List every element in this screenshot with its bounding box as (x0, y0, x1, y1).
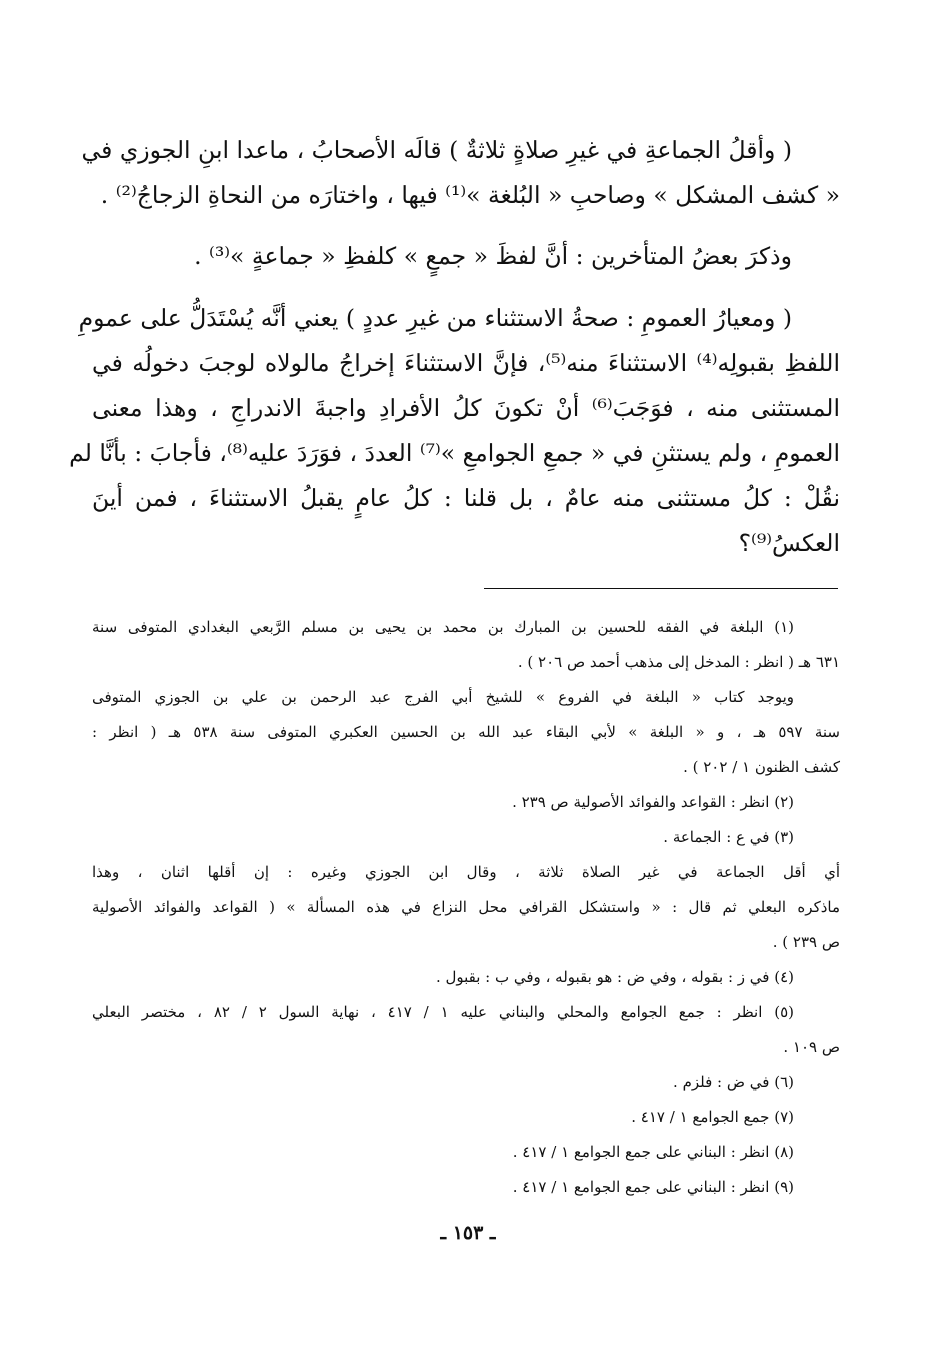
paragraph-line: اللفظِ بقبولِه⁽⁴⁾ الاستثناءَ منه⁽⁵⁾، فإنَّ الاستثناءَ إخراجُ مالولاه لوجبَ دخولُه في (92, 349, 840, 377)
footnote-line: ص ٢٣٩ ) . (772, 933, 840, 951)
footnote-line: سنة ٥٩٧ هـ ، و « البلغة » لأبي البقاء عبد الله بن الحسين العكبري المتوفى سنة ٥٣٨ هـ ( انظر : (92, 723, 840, 741)
paragraph-line: المستثنى منه ، فوَجَبَ⁽⁶⁾ أنْ تكونَ كلُ الأفرادِ واجبةَ الاندراجِ ، وهذا معنى (92, 394, 840, 422)
footnote-line: ويوجد كتاب « البلغة في الفروع » للشيخ أبي الفرج عبد الرحمن بن علي بن الجوزي المتوفى (92, 688, 794, 706)
paragraph-line: ( وأقلُ الجماعةِ في غيرِ صلاةٍ ثلاثةٌ ) قالَه الأصحابُ ، ماعدا ابنِ الجوزي في (81, 136, 792, 164)
page-number: ـ ١٥٣ ـ (440, 1222, 496, 1244)
footnote-line: كشف الظنون ١ / ٢٠٢ ) . (683, 758, 840, 776)
footnote-line: (٨) انظر : البناني على جمع الجوامع ١ / ٤١٧ . (512, 1143, 794, 1161)
footnote-line: (٣) في ع : الجماعة . (663, 828, 794, 846)
paragraph-line: « كشف المشكل » وصاحبِ « البُلغة »⁽¹⁾ فيها ، واختارَه من النحاةِ الزجاجُ⁽²⁾ . (100, 181, 840, 209)
footnote-line: (٤) في ز : بقوله ، وفي ض : هو بقبوله ، وفي ب : بقبول . (435, 968, 794, 986)
footnote-separator (484, 588, 838, 589)
footnote-line: ٦٣١ هـ ( انظر : المدخل إلى مذهب أحمد ص ٢٠٦ ) . (517, 653, 840, 671)
paragraph-line: نقُلْ : كلُ مستثنى منه عامٌ ، بل قلنا : كلُ عامٍ يقبلُ الاستثناءَ ، فمن أينَ (92, 484, 840, 512)
paragraph-line: العكسُ⁽⁹⁾؟ (738, 529, 840, 557)
footnote-line: (١) البلغة في الفقه للحسين بن المبارك بن محمد بن يحيى بن مسلم الرَّبعي البغدادي المتوفى سنة (92, 618, 794, 636)
footnotes (92, 610, 840, 1205)
footnote-line: ماذكره البعلي ثم قال : « واستشكل القرافي محل النزاع في هذه المسألة » ( القواعد والفوائد الأصولية (92, 898, 840, 916)
footnote-line: (٦) في ض : فلزم . (673, 1073, 794, 1091)
paragraph-1 (81, 128, 840, 218)
paragraph-line: وذكرَ بعضُ المتأخرين : أنَّ لفظَ « جمعٍ » كلفظِ « جماعةٍ »⁽³⁾ . (194, 242, 792, 270)
footnote-line: (٢) انظر : القواعد والفوائد الأصولية ص ٢٣٩ . (512, 793, 794, 811)
footnote-line: (٥) انظر : جمع الجوامع والمحلي والبناني عليه ١ / ٤١٧ ، نهاية السول ٢ / ٨٢ ، مختصر البعلي (92, 1003, 795, 1021)
paragraph-3 (69, 296, 840, 566)
footnote-line: (٧) جمع الجوامع ١ / ٤١٧ . (631, 1108, 794, 1126)
paragraph-2 (92, 234, 840, 279)
paragraph-line: ( ومعيارُ العمومِ : صحةُ الاستثناء من غيرِ عددٍ ) يعني أنَّه يُسْتَدَلُّ على عمومِ (78, 304, 792, 332)
footnote-line: (٩) انظر : البناني على جمع الجوامع ١ / ٤١٧ . (512, 1178, 794, 1196)
footnote-line: أي أقل الجماعة في غير الصلاة ثلاثة ، وقال ابن الجوزي وغيره : إن أقلها اثنان ، وهذا (92, 863, 840, 881)
paragraph-line: العمومِ ، ولم يستثنِ في « جمعِ الجوامعِ »⁽⁷⁾ العددَ ، فوَرَدَ عليه⁽⁸⁾، فأجابَ : بأنَّا لم (69, 439, 840, 467)
footnote-line: ص ١٠٩ . (783, 1038, 840, 1056)
